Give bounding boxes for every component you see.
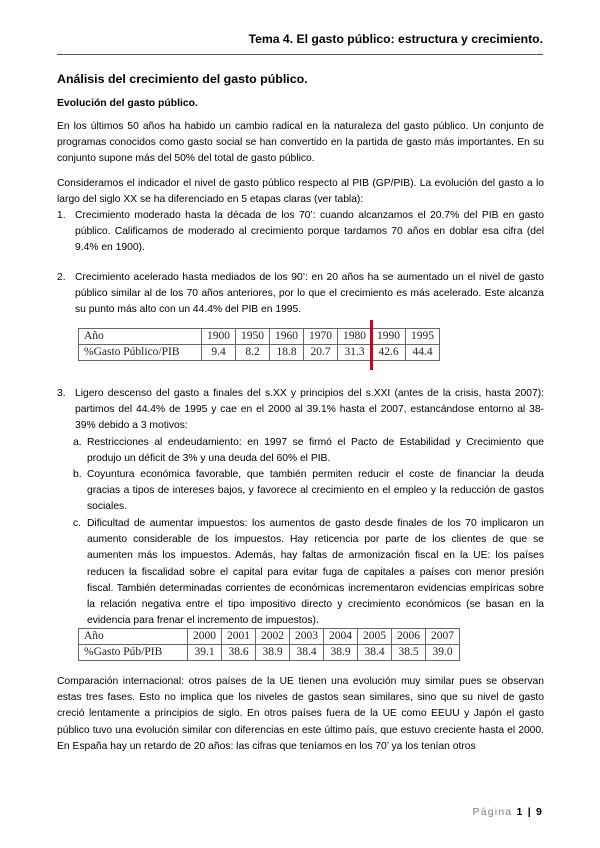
footer-label: Página <box>472 806 513 818</box>
sublist-item: Restricciones al endeudamiento: en 1997 se firmó el Pacto de Estabilidad y Crecimiento que produjo un déficit de 3% y una deuda del 60% el PIB. <box>87 437 544 465</box>
table-value-row <box>79 645 460 661</box>
indicator-paragraph: Consideramos el indicador el nivel de gasto público respecto al PIB (GP/PIB). La evolución del gasto a lo largo del siglo XX se ha diferenciado en 5 etapas claras (ver tabla): <box>57 178 544 206</box>
list-number: 2. <box>57 272 66 283</box>
table-value-cell: 9.4 <box>202 345 236 361</box>
sublist-item: Coyuntura económica favorable, que también permiten reducir el coste de financiar la deuda gracias a tipos de intereses bajos, y favorece al crecimiento en el empleo y la reducción de gastos sociales. <box>87 469 544 513</box>
table-year-cell: 1950 <box>236 329 270 345</box>
header-divider <box>57 54 543 55</box>
table-year-cell: 2005 <box>358 629 392 645</box>
table-header-label: Año <box>79 329 202 345</box>
table-year-cell: 2001 <box>222 629 256 645</box>
list-number: 3. <box>57 388 66 399</box>
list-item: Crecimiento acelerado hasta mediados de los 90’: en 20 años ha se aumentado un el nivel de gasto público similar al de los 70 años anteriores, por lo que el crecimiento es más acelerado. Este alcanza su punto más alto con un 44.4% del PIB en 1995. <box>75 272 544 316</box>
table-year-cell: 2000 <box>188 629 222 645</box>
table-value-cell: 38.6 <box>222 645 256 661</box>
table-row-label: %Gasto Púb/PIB <box>79 645 188 661</box>
table-value-cell: 42.6 <box>372 345 406 361</box>
table-value-cell: 20.7 <box>304 345 338 361</box>
page-number: 1 | 9 <box>516 806 543 818</box>
table-value-cell: 39.0 <box>426 645 460 661</box>
table-year-cell: 2002 <box>256 629 290 645</box>
table-year-row <box>79 629 460 645</box>
table-year-cell: 2007 <box>426 629 460 645</box>
sublist-letter: a. <box>73 437 82 448</box>
table-year-cell: 1970 <box>304 329 338 345</box>
table-value-cell: 39.1 <box>188 645 222 661</box>
gasto-table-1900-1995 <box>78 328 440 361</box>
page-header-title: Tema 4. El gasto público: estructura y crecimiento. <box>248 32 543 46</box>
sublist-letter: b. <box>73 469 82 480</box>
period-divider-marker <box>370 320 373 370</box>
table-year-cell: 2003 <box>290 629 324 645</box>
table-value-cell: 44.4 <box>406 345 440 361</box>
table-value-cell: 38.4 <box>358 645 392 661</box>
comparison-paragraph: Comparación internacional: otros países de la UE tienen una evolución muy similar pues se observan estas tres fases. Esto no implica que los niveles de gastos sean similares, sino que su nivel de gasto creció lentamente a principios de siglo. En otros países fuera de la UE como EEUU y Japón el gasto público tuvo una evolución similar con diferencias en este último país, que estuvo creciente hasta el 2000. En España hay un retardo de 20 años: las cifras que teníamos en los 70’ ya los tenían otros <box>57 676 544 752</box>
table-year-cell: 1960 <box>270 329 304 345</box>
table-header-label: Año <box>79 629 188 645</box>
list-item: Crecimiento moderado hasta la década de los 70’: cuando alcanzamos el 20.7% del PIB en gasto público. Calificamos de moderado al crecimiento porque tardamos 70 años en doblar esa cifra (del 9.4% en 1900). <box>75 210 544 254</box>
table-year-cell: 1980 <box>338 329 372 345</box>
table-year-cell: 2006 <box>392 629 426 645</box>
list-item: Ligero descenso del gasto a finales del s.XX y principios del s.XXI (antes de la crisis, hasta 2007): partimos del 44.4% de 1995 y cae en el 2000 al 39.1% hasta el 2007, estancándose entorno al 38-39% debido a 3 motivos: <box>75 388 544 432</box>
page-footer <box>473 806 543 818</box>
table-year-cell: 2004 <box>324 629 358 645</box>
table-year-cell: 1900 <box>202 329 236 345</box>
table-value-cell: 38.9 <box>256 645 290 661</box>
table-value-cell: 8.2 <box>236 345 270 361</box>
table-year-cell: 1995 <box>406 329 440 345</box>
table-value-cell: 38.4 <box>290 645 324 661</box>
list-number: 1. <box>57 210 66 221</box>
section-title: Análisis del crecimiento del gasto público. <box>57 72 308 86</box>
sublist-letter: c. <box>73 518 82 529</box>
table-value-row <box>79 345 440 361</box>
table-year-cell: 1990 <box>372 329 406 345</box>
table-year-row <box>79 329 440 345</box>
table-value-cell: 38.9 <box>324 645 358 661</box>
gasto-table-2000-2007 <box>78 628 460 661</box>
intro-paragraph: En los últimos 50 años ha habido un cambio radical en la naturaleza del gasto público. Un conjunto de programas conocidos como gasto social se han convertido en la partida de gasto más importantes. En su conjunto supone más del 50% del total de gasto público. <box>57 121 544 165</box>
section-subtitle: Evolución del gasto público. <box>57 98 198 109</box>
table-value-cell: 38.5 <box>392 645 426 661</box>
sublist-item: Dificultad de aumentar impuestos: los aumentos de gasto desde finales de los 70 implicaron un aumento considerable de los impuestos. Hay reticencia por parte de los clientes de que se aumenten más los impuestos. Además, hay faltas de armonización fiscal en la UE: los países reducen la fiscalidad sobre el capital para evitar fuga de capitales a países con menor presión fiscal. También determinadas corrientes de económicas incrementaron evidencias empíricas sobre la relación negativa entre el tipo impositivo directo y crecimiento económicos (se basan en la evidencia para frenar el incremento de impuestos). <box>87 518 544 627</box>
table-value-cell: 18.8 <box>270 345 304 361</box>
table-value-cell: 31.3 <box>338 345 372 361</box>
table-row-label: %Gasto Público/PIB <box>79 345 202 361</box>
